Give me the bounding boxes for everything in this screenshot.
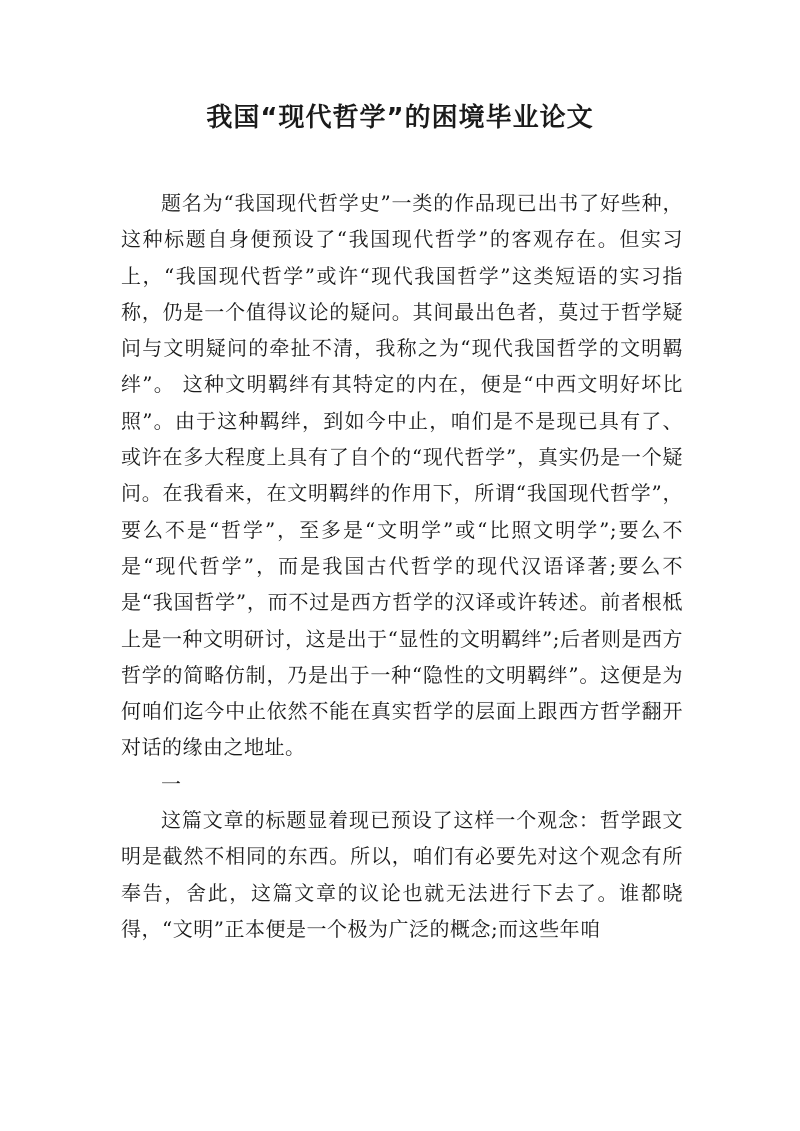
document-title: 我国“现代哲学”的困境毕业论文 (206, 103, 594, 133)
document-body (121, 185, 683, 947)
paragraph-2: 这篇文章的标题显着现已预设了这样一个观念：哲学跟文明是截然不相同的东西。所以，咱们有必要先对这个观念有所奉告，舍此，这篇文章的议论也就无法进行下去了。谁都晓得，“文明”正本便是一个极为广泛的概念;而这些年咱 (121, 808, 683, 941)
section-marker: 一 (161, 771, 181, 796)
paragraph-1: 题名为“我国现代哲学史”一类的作品现已出书了好些种，这种标题自身便预设了“我国现代哲学”的客观存在。但实习上，“我国现代哲学”或许“现代我国哲学”这类短语的实习指称，仍是一个值得议论的疑问。其间最出色者，莫过于哲学疑问与文明疑问的牵扯不清，我称之为“现代我国哲学的文明羁绊”。 这种文明羁绊有其特定的内在，便是“中西文明好坏比照”。由于这种羁绊，到如今中止，咱们是不是现已具有了、或许在多大程度上具有了自个的“现代哲学”，真实仍是一个疑问。在我看来，在文明羁绊的作用下，所谓“我国现代哲学”，要么不是“哲学”，至多是“文明学”或“比照文明学”;要么不是“现代哲学”，而是我国古代哲学的现代汉语译著;要么不是“我国哲学”，而不过是西方哲学的汉译或许转述。前者根柢上是一种文明研讨，这是出于“显性的文明羁绊”;后者则是西方哲学的简略仿制，乃是出于一种“隐性的文明羁绊”。这便是为何咱们迄今中止依然不能在真实哲学的层面上跟西方哲学翻开对话的缘由之地址。 (121, 191, 683, 760)
